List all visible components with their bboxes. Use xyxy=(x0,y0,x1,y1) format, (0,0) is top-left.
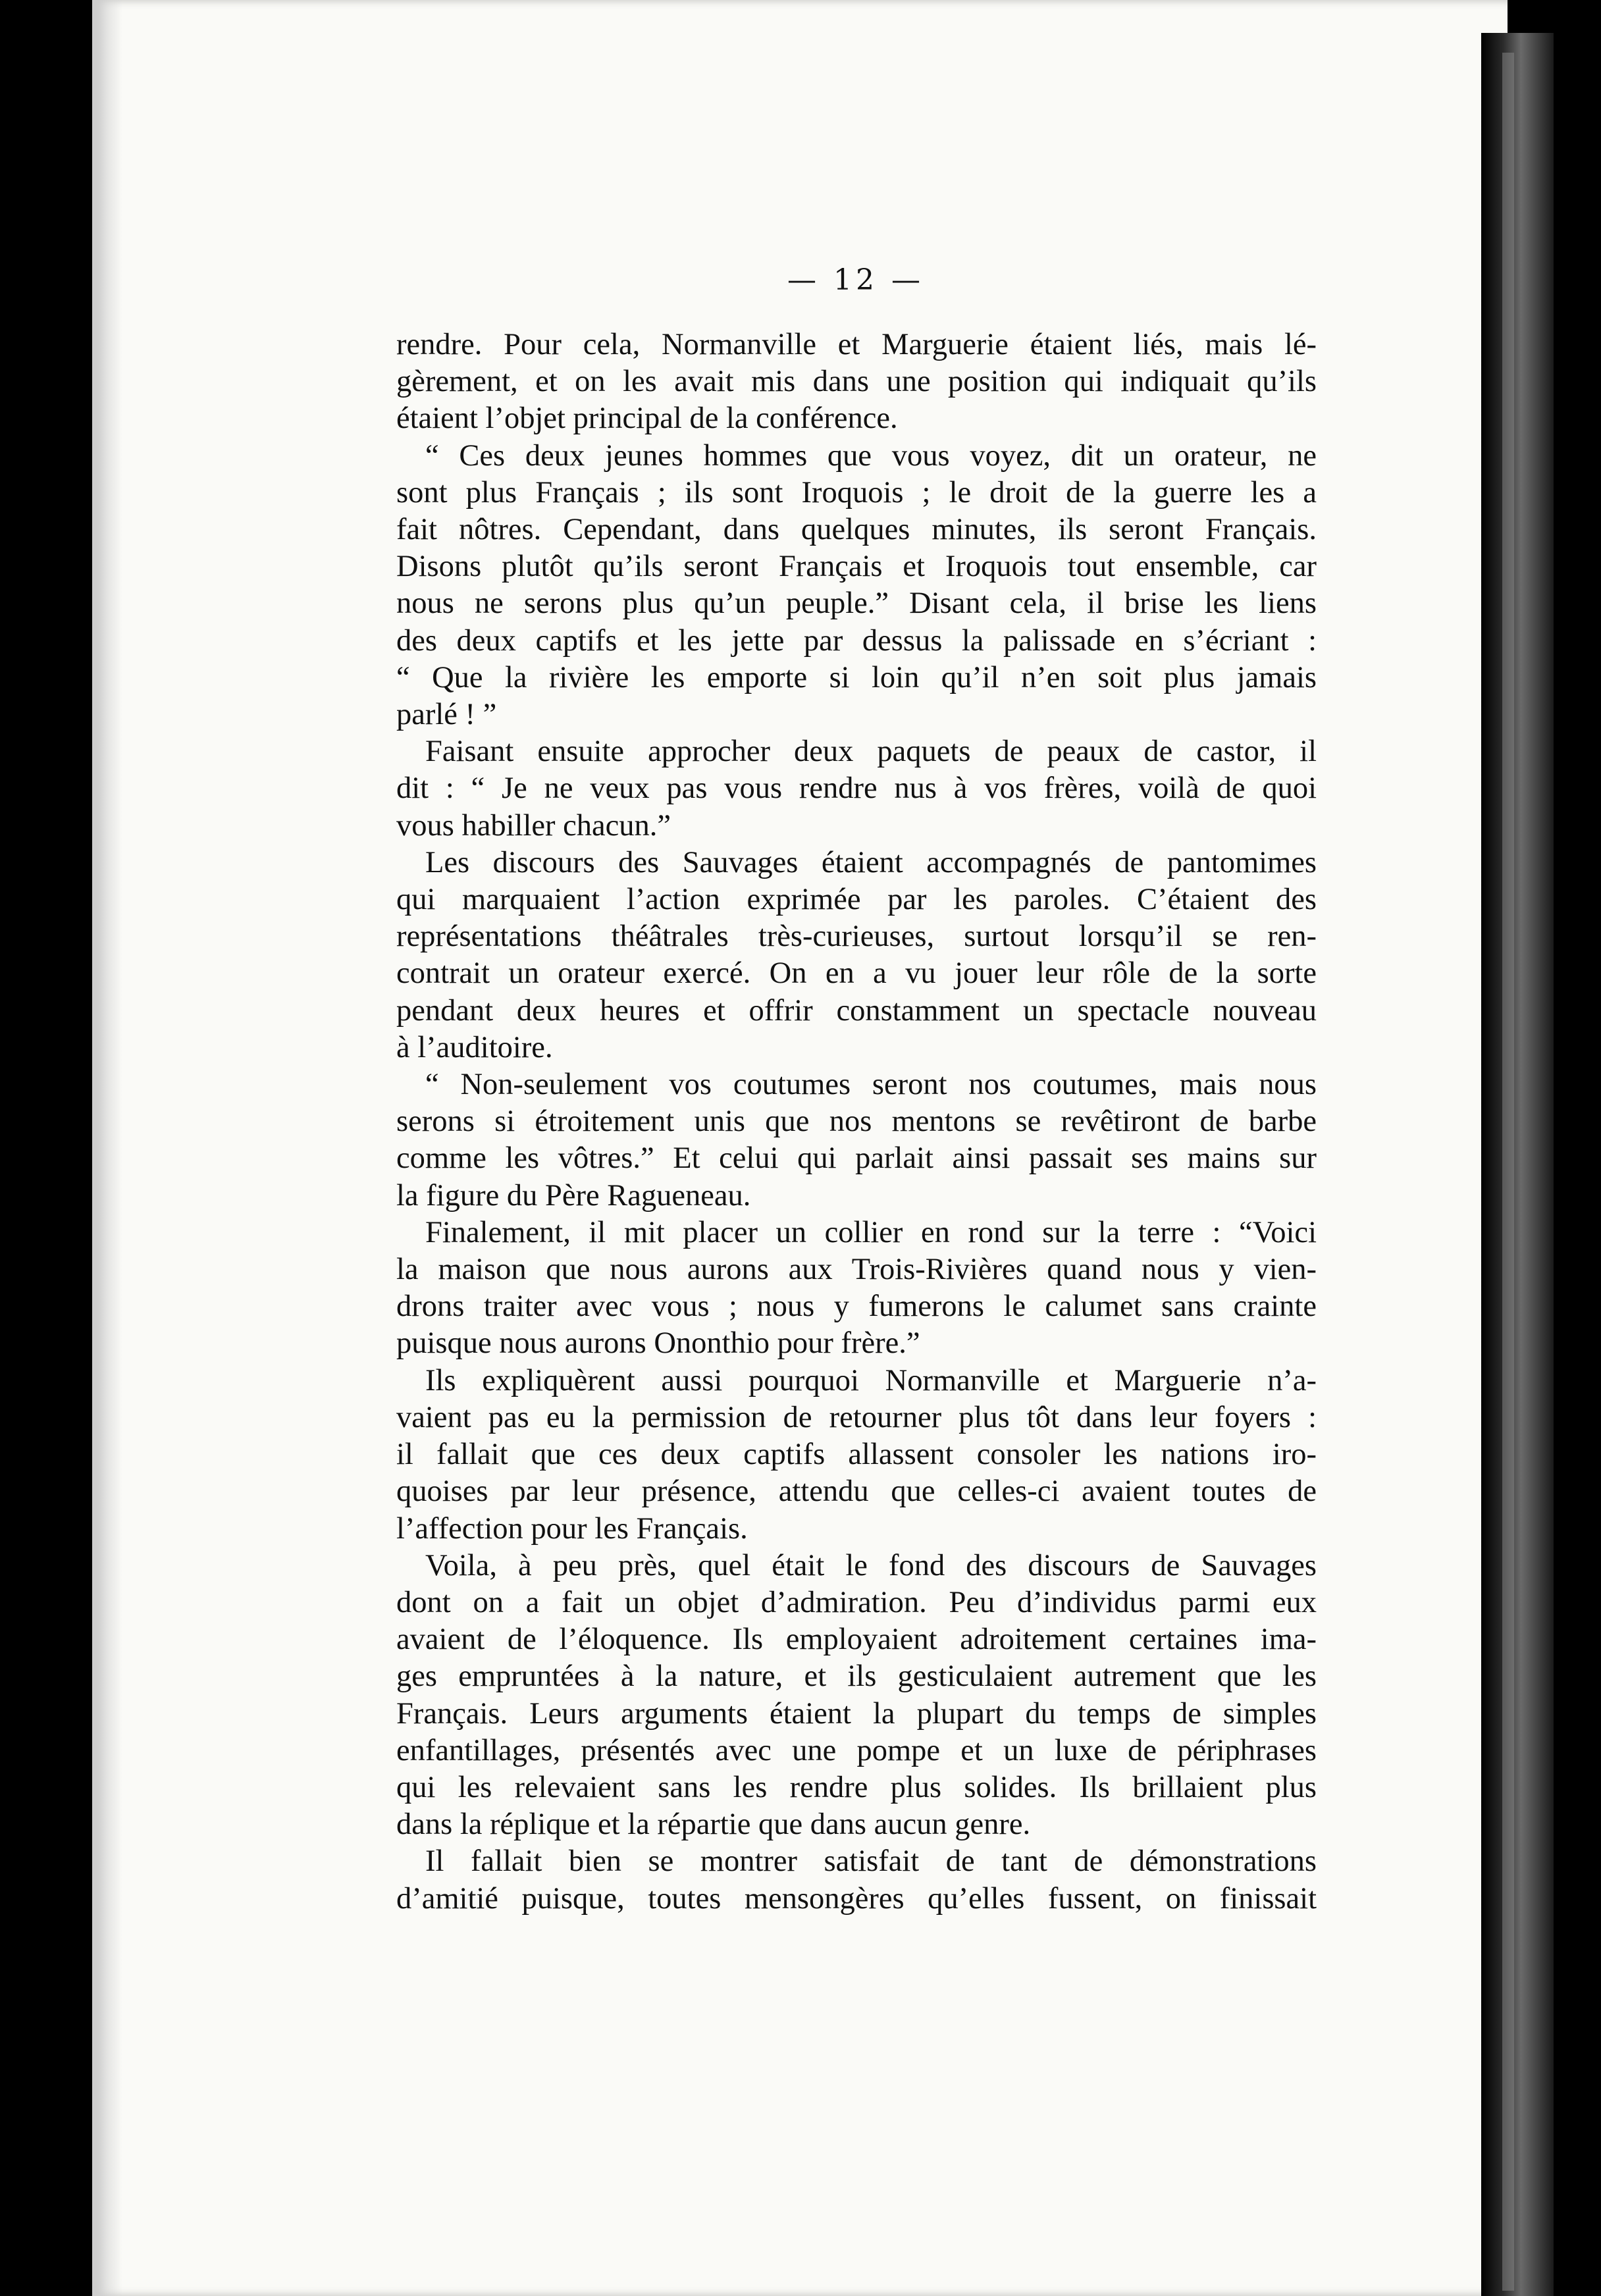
text-line: dit : “ Je ne veux pas vous rendre nus à vos frères, voilà de quoi xyxy=(396,771,1317,806)
text-line: ges empruntées à la nature, et ils gesticulaient autrement que les xyxy=(396,1659,1317,1694)
text-line: sont plus Français ; ils sont Iroquois ; le droit de la guerre les a xyxy=(396,475,1317,509)
paragraph xyxy=(396,845,1317,1066)
text-line: quoises par leur présence, attendu que celles-ci avaient toutes de xyxy=(396,1474,1317,1509)
text-line: pendant deux heures et offrir constamment un spectacle nouveau xyxy=(396,993,1317,1028)
text-line: “ Que la rivière les emporte si loin qu’il n’en soit plus jamais xyxy=(396,660,1317,694)
page-edge xyxy=(1481,33,1554,2296)
text-line: gèrement, et on les avait mis dans une position qui indiquait qu’ils xyxy=(396,365,1317,399)
text-line: Faisant ensuite approcher deux paquets de peaux de castor, il xyxy=(425,735,1317,769)
text-line: vous habiller chacun.” xyxy=(396,808,671,843)
text-line: à l’auditoire. xyxy=(396,1030,553,1064)
paragraph xyxy=(396,1363,1317,1548)
text-line: d’amitié puisque, toutes mensongères qu’elles fussent, on finissait xyxy=(396,1881,1317,1916)
text-line: Français. Leurs arguments étaient la plupart du temps de simples xyxy=(396,1696,1317,1731)
text-line: étaient l’objet principal de la conférence. xyxy=(396,402,898,436)
text-line: enfantillages, présentés avec une pompe et un luxe de périphrases xyxy=(396,1733,1317,1767)
text-line: Disons plutôt qu’ils seront Français et Iroquois tout ensemble, car xyxy=(396,550,1317,584)
text-line: fait nôtres. Cependant, dans quelques minutes, ils seront Français. xyxy=(396,513,1317,547)
paragraph xyxy=(396,1548,1317,1844)
text-line: vaient pas eu la permission de retourner plus tôt dans leur foyers : xyxy=(396,1400,1317,1434)
paragraph xyxy=(396,1843,1317,1917)
text-line: Voila, à peu près, quel était le fond des discours de Sauvages xyxy=(425,1548,1317,1582)
text-line: puisque nous aurons Ononthio pour frère.” xyxy=(396,1326,920,1361)
text-line: des deux captifs et les jette par dessus la palissade en s’écriant : xyxy=(396,623,1317,658)
text-line: Finalement, il mit placer un collier en rond sur la terre : “Voici xyxy=(425,1215,1317,1249)
paragraph xyxy=(396,1214,1317,1363)
paragraph xyxy=(396,1066,1317,1214)
page-edge-highlight xyxy=(1502,53,1514,2291)
text-line: il fallait que ces deux captifs allassent consoler les nations iro- xyxy=(396,1438,1317,1472)
text-line: comme les vôtres.” Et celui qui parlait ainsi passait ses mains sur xyxy=(396,1141,1317,1176)
text-line: Ils expliquèrent aussi pourquoi Normanville et Marguerie n’a- xyxy=(425,1363,1317,1397)
text-line: avaient de l’éloquence. Ils employaient adroitement certaines ima- xyxy=(396,1623,1317,1657)
text-line: nous ne serons plus qu’un peuple.” Disant cela, il brise les liens xyxy=(396,587,1317,621)
text-line: Les discours des Sauvages étaient accompagnés de pantomimes xyxy=(425,845,1317,879)
text-line: représentations théâtrales très-curieuses, surtout lorsqu’il se ren- xyxy=(396,920,1317,954)
page-number: — 12 — xyxy=(787,263,924,297)
text-line: l’affection pour les Français. xyxy=(396,1511,748,1546)
text-line: rendre. Pour cela, Normanville et Marguerie étaient liés, mais lé- xyxy=(396,328,1317,361)
text-line: qui les relevaient sans les rendre plus solides. Ils brillaient plus xyxy=(396,1770,1317,1804)
text-line: parlé ! ” xyxy=(396,698,497,732)
text-line: la figure du Père Ragueneau. xyxy=(396,1178,751,1213)
text-line: “ Ces deux jeunes hommes que vous voyez, dit un orateur, ne xyxy=(425,438,1317,473)
gutter-shadow xyxy=(92,0,122,2296)
text-line: la maison que nous aurons aux Trois-Rivières quand nous y vien- xyxy=(396,1253,1317,1287)
paragraph xyxy=(396,326,1317,438)
text-line: drons traiter avec vous ; nous y fumerons le calumet sans crainte xyxy=(396,1290,1317,1324)
text-line: dont on a fait un objet d’admiration. Peu d’individus parmi eux xyxy=(396,1585,1317,1619)
text-line: dans la réplique et la répartie que dans aucun genre. xyxy=(396,1808,1031,1842)
text-line: contrait un orateur exercé. On en a vu jouer leur rôle de la sorte xyxy=(396,956,1317,991)
text-line: “ Non-seulement vos coutumes seront nos coutumes, mais nous xyxy=(425,1068,1317,1102)
body-text xyxy=(396,326,1317,1918)
text-line: qui marquaient l’action exprimée par les paroles. C’étaient des xyxy=(396,883,1317,917)
paragraph xyxy=(396,733,1317,845)
text-line: Il fallait bien se montrer satisfait de tant de démonstrations xyxy=(425,1844,1317,1879)
text-line: serons si étroitement unis que nos mentons se revêtiront de barbe xyxy=(396,1105,1317,1139)
paragraph xyxy=(396,438,1317,734)
